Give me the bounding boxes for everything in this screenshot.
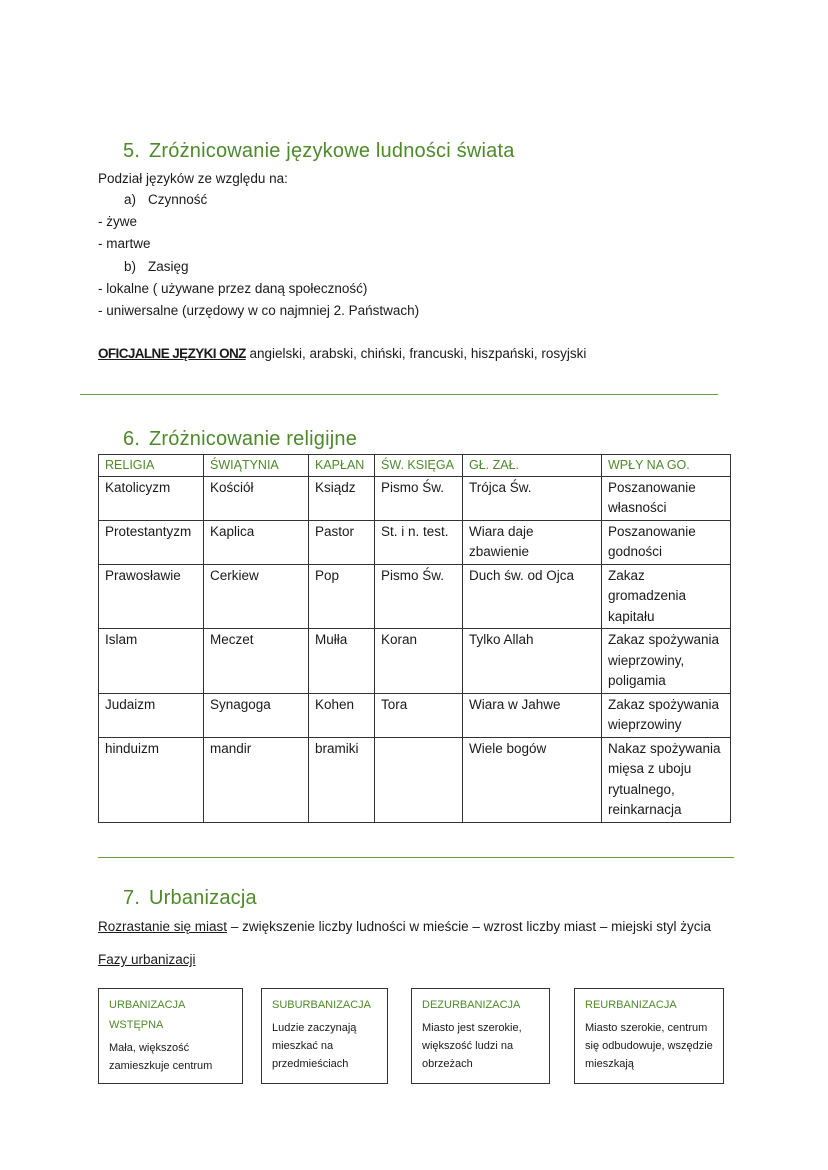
phase-title: DEZURBANIZACJA [422, 999, 521, 1011]
phases-label: Fazy urbanizacji [98, 952, 196, 967]
section7-heading [123, 887, 257, 910]
table-cell: hinduizm [99, 737, 204, 822]
table-cell: Prawosławie [99, 564, 204, 629]
table-cell: Pismo Św. [375, 476, 463, 520]
section5-heading [123, 140, 515, 163]
section5-a-label: Czynność [148, 192, 208, 207]
table-row [99, 476, 731, 520]
section5-number: 5. [123, 140, 141, 162]
phase-title: REURBANIZACJA [585, 999, 677, 1011]
table-cell: Ksiądz [309, 476, 375, 520]
section6-title: Zróżnicowanie religijne [149, 428, 358, 450]
table-cell: Pastor [309, 520, 375, 564]
table-cell: bramiki [309, 737, 375, 822]
phase-text: Ludzie zaczynają mieszkać na przedmieściach [272, 1022, 357, 1070]
table-row [99, 693, 731, 737]
table-cell: Zakaz spożywania wieprzowiny [602, 693, 731, 737]
divider-2 [98, 857, 734, 858]
table-cell: Katolicyzm [99, 476, 204, 520]
phase-card-initial [98, 988, 243, 1084]
phase-text: Miasto jest szerokie, większość ludzi na obrzeżach [422, 1022, 522, 1070]
table-row [99, 629, 731, 694]
phase-text: Miasto szerokie, centrum się odbudowuje, wszędzie mieszkają [585, 1022, 713, 1070]
table-cell: St. i n. test. [375, 520, 463, 564]
section5-a-item: - martwe [98, 236, 151, 251]
header-cell: RELIGIA [99, 455, 204, 477]
table-cell: Wiara daje zbawienie [463, 520, 602, 564]
section5-b-marker: b) [124, 259, 137, 274]
urban-growth-label: Rozrastanie się miast [98, 919, 228, 934]
table-cell: Wiele bogów [463, 737, 602, 822]
table-cell: Cerkiew [204, 564, 309, 629]
section6-number: 6. [123, 428, 141, 450]
header-cell: WPŁY NA GO. [602, 455, 731, 477]
section6-heading [123, 428, 357, 451]
table-row [99, 737, 731, 822]
phase-title: URBANIZACJA WSTĘPNA [109, 999, 185, 1031]
phase-card-dezurbanization [411, 988, 550, 1084]
table-cell: Judaizm [99, 693, 204, 737]
official-languages-line [98, 345, 586, 363]
section5-title: Zróżnicowanie językowe ludności świata [149, 140, 515, 162]
header-cell: GŁ. ZAŁ. [463, 455, 602, 477]
table-row [99, 564, 731, 629]
table-cell: Trójca Św. [463, 476, 602, 520]
table-header-row [99, 455, 731, 477]
table-cell: Koran [375, 629, 463, 694]
section5-a-marker: a) [124, 192, 137, 207]
phase-card-reurbanization [574, 988, 724, 1084]
phase-text: Mała, większość zamieszkuje centrum [109, 1042, 213, 1072]
section5-b-label: Zasięg [148, 259, 189, 274]
header-cell: ŚWIĄTYNIA [204, 455, 309, 477]
table-cell: Kaplica [204, 520, 309, 564]
table-cell: Tylko Allah [463, 629, 602, 694]
table-cell: Zakaz gromadzenia kapitału [602, 564, 731, 629]
phase-title: SUBURBANIZACJA [272, 999, 372, 1011]
table-cell: Kohen [309, 693, 375, 737]
table-cell [375, 737, 463, 822]
phase-card-suburbanization [261, 988, 388, 1084]
religion-table [98, 454, 731, 823]
official-languages-value: angielski, arabski, chiński, francuski, hiszpański, rosyjski [245, 346, 587, 361]
table-cell: Kościół [204, 476, 309, 520]
section7-title: Urbanizacja [149, 887, 257, 909]
table-cell: Islam [99, 629, 204, 694]
section5-intro: Podział języków ze względu na: [98, 171, 288, 186]
table-cell: Protestantyzm [99, 520, 204, 564]
table-cell: Duch św. od Ojca [463, 564, 602, 629]
table-cell: Zakaz spożywania wieprzowiny, poligamia [602, 629, 731, 694]
table-row [99, 520, 731, 564]
official-languages-label: OFICJALNE JĘZYKI ONZ [98, 346, 246, 361]
header-cell: KAPŁAN [309, 455, 375, 477]
urban-growth-text: – zwiększenie liczby ludności w mieście – wzrost liczby miast – miejski styl życia [227, 919, 711, 934]
table-cell: Tora [375, 693, 463, 737]
table-cell: Pismo Św. [375, 564, 463, 629]
divider-1 [80, 394, 718, 395]
section5-b-item: - uniwersalne (urzędowy w co najmniej 2. Państwach) [98, 303, 420, 318]
section5-a-item: - żywe [98, 214, 138, 229]
table-cell: Poszanowanie godności [602, 520, 731, 564]
urban-growth-line [98, 918, 711, 936]
section7-number: 7. [123, 887, 141, 909]
table-cell: Pop [309, 564, 375, 629]
table-cell: Synagoga [204, 693, 309, 737]
header-cell: ŚW. KSIĘGA [375, 455, 463, 477]
table-cell: Wiara w Jahwe [463, 693, 602, 737]
table-cell: Poszanowanie własności [602, 476, 731, 520]
table-cell: mandir [204, 737, 309, 822]
table-cell: Meczet [204, 629, 309, 694]
table-cell: Mułła [309, 629, 375, 694]
section5-b-item: - lokalne ( używane przez daną społeczność) [98, 281, 368, 296]
table-cell: Nakaz spożywania mięsa z uboju rytualnego, reinkarnacja [602, 737, 731, 822]
